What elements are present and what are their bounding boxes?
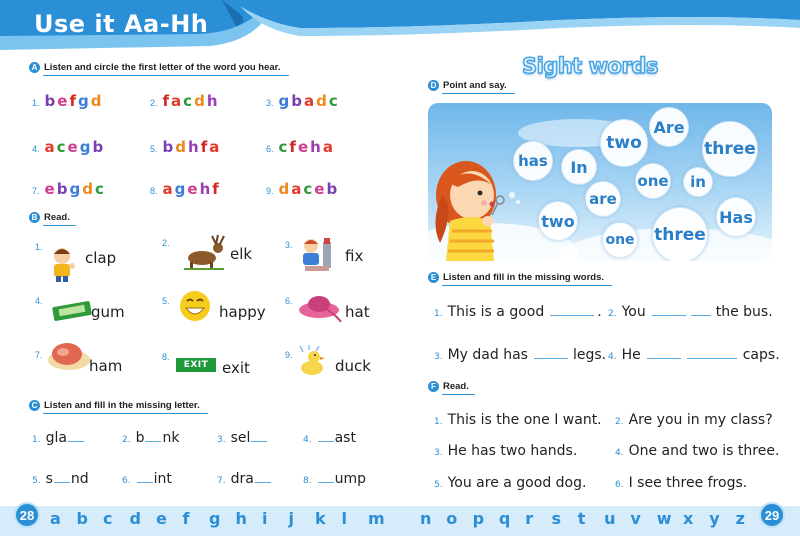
bubble-word: In — [561, 149, 597, 185]
letter-option[interactable]: f — [162, 92, 172, 110]
section-b-heading — [29, 212, 70, 223]
alphabet-letter: z — [735, 509, 745, 528]
elk-icon — [180, 234, 226, 275]
letter-option[interactable]: f — [289, 138, 298, 156]
letter-options — [163, 180, 221, 198]
question-number: 5. — [150, 144, 158, 154]
letter-option[interactable]: d — [194, 92, 207, 110]
alphabet-letter: x — [683, 509, 694, 528]
page-number-right: 29 — [759, 502, 785, 528]
question-number: 3. — [434, 448, 443, 458]
letter-option[interactable]: b — [92, 138, 106, 156]
letter-choice-row — [266, 180, 339, 198]
question-number: 1. — [35, 242, 43, 252]
answer-blank[interactable] — [68, 441, 84, 442]
letter-option[interactable]: c — [94, 180, 106, 198]
gum-icon — [49, 298, 95, 327]
question-number: 6. — [122, 476, 131, 486]
question-number: 4. — [35, 296, 43, 306]
question-number: 4. — [303, 435, 312, 445]
letter-option[interactable]: c — [183, 92, 195, 110]
letter-option[interactable]: b — [56, 180, 70, 198]
answer-blank[interactable] — [550, 315, 594, 316]
question-number: 1. — [32, 435, 41, 445]
letter-choice-row — [266, 138, 335, 156]
read-sentence — [615, 412, 773, 428]
sight-words-scene — [428, 103, 772, 261]
section-title: Listen and circle the first letter of the word you hear. — [44, 62, 281, 73]
bubble-word: Has — [716, 197, 756, 237]
alphabet-letter: n — [420, 509, 432, 528]
sight-words-title: Sight words — [522, 54, 658, 78]
question-number: 6. — [285, 296, 293, 306]
alphabet-letter: s — [551, 509, 562, 528]
letter-option[interactable]: e — [44, 180, 57, 198]
answer-blank[interactable] — [534, 358, 568, 359]
letter-options — [45, 180, 106, 198]
missing-letter-item — [303, 430, 356, 446]
answer-blank[interactable] — [54, 482, 70, 483]
word-part: sel — [230, 430, 251, 446]
word-part: ump — [334, 471, 366, 487]
exit-sign-icon: EXIT — [176, 358, 216, 372]
letter-option[interactable]: a — [171, 92, 184, 110]
section-badge: B — [29, 212, 40, 223]
answer-blank[interactable] — [691, 315, 711, 316]
question-number: 7. — [35, 350, 43, 360]
letter-option[interactable]: a — [291, 180, 304, 198]
letter-option[interactable]: c — [328, 92, 340, 110]
word-part: b — [135, 430, 145, 446]
answer-blank[interactable] — [652, 315, 686, 316]
question-number: 9. — [285, 350, 293, 360]
letter-option[interactable]: a — [162, 180, 175, 198]
alphabet-letter: t — [577, 509, 586, 528]
letter-option[interactable]: a — [304, 92, 317, 110]
fill-sentence: 2. You the bus. — [608, 304, 773, 320]
section-badge: E — [428, 272, 439, 283]
question-number: 2. — [150, 98, 158, 108]
letter-choice-row — [32, 92, 103, 110]
letter-option[interactable]: e — [67, 138, 80, 156]
question-number: 3. — [217, 435, 226, 445]
missing-letter-item — [32, 471, 89, 487]
question-number: 7. — [32, 186, 40, 196]
letter-option[interactable]: g — [77, 92, 91, 110]
question-number: 3. — [266, 98, 274, 108]
question-number: 7. — [217, 476, 226, 486]
alphabet-letter: k — [315, 509, 326, 528]
letter-options — [45, 92, 104, 110]
bubble-word: one — [602, 222, 638, 258]
letter-option[interactable]: c — [278, 138, 290, 156]
read-sentence — [434, 412, 602, 428]
letter-options — [279, 180, 340, 198]
question-number: 9. — [266, 186, 274, 196]
alphabet-letter: b — [76, 509, 88, 528]
alphabet-letter: r — [525, 509, 534, 528]
page-title: Use it Aa-Hh — [34, 10, 209, 38]
alphabet-letter: w — [656, 509, 672, 528]
read-word: clap — [85, 249, 117, 267]
sentence-text: This is the one I want. — [447, 412, 602, 428]
letter-option[interactable]: d — [175, 138, 189, 156]
read-word: happy — [219, 303, 266, 321]
letter-choice-row — [150, 138, 221, 156]
bubble-word: two — [600, 119, 648, 167]
letter-option[interactable]: e — [314, 180, 327, 198]
answer-blank[interactable] — [647, 358, 681, 359]
alphabet-letter: e — [156, 509, 167, 528]
header-banner — [0, 0, 800, 62]
page-number-left: 28 — [14, 502, 40, 528]
answer-blank[interactable] — [318, 441, 334, 442]
question-number: 8. — [162, 352, 170, 362]
alphabet-letter: j — [288, 509, 294, 528]
section-a-heading — [29, 62, 281, 73]
section-e-heading — [428, 272, 604, 283]
letter-option[interactable]: e — [57, 92, 70, 110]
read-sentence — [615, 443, 779, 459]
section-title: Read. — [44, 212, 70, 223]
alphabet-letter: h — [235, 509, 247, 528]
alphabet-letter: c — [103, 509, 113, 528]
answer-blank[interactable] — [255, 482, 271, 483]
question-number: 5. — [162, 296, 170, 306]
bubble-word: in — [683, 167, 713, 197]
alphabet-letter: i — [262, 509, 268, 528]
question-number: 8. — [303, 476, 312, 486]
sentence-text: I see three frogs. — [628, 475, 748, 491]
letter-option[interactable]: c — [56, 138, 68, 156]
letter-option[interactable]: g — [174, 180, 188, 198]
bubble-word: one — [635, 163, 671, 199]
question-number: 4. — [32, 144, 40, 154]
read-word: duck — [335, 357, 371, 375]
missing-letter-item — [217, 430, 268, 446]
alphabet-letter: y — [709, 509, 720, 528]
letter-option[interactable]: b — [162, 138, 176, 156]
section-badge: C — [29, 400, 40, 411]
letter-option[interactable]: d — [90, 92, 104, 110]
ham-icon — [45, 340, 91, 377]
letter-option[interactable]: b — [44, 92, 58, 110]
letter-option[interactable]: h — [199, 180, 213, 198]
read-sentence — [434, 443, 577, 459]
letter-option[interactable]: d — [82, 180, 95, 198]
boy-clapping-icon — [47, 246, 77, 287]
section-c-heading — [29, 400, 200, 411]
alphabet-letter: a — [50, 509, 61, 528]
section-title: Point and say. — [443, 80, 507, 91]
letter-choice-row — [266, 92, 340, 110]
letter-choice-row — [32, 180, 106, 198]
bubble-word: has — [513, 141, 553, 181]
letter-option[interactable]: e — [187, 180, 200, 198]
letter-option[interactable]: h — [188, 138, 201, 156]
letter-option[interactable]: f — [212, 180, 221, 198]
answer-blank[interactable] — [137, 482, 153, 483]
read-sentence — [434, 475, 586, 491]
section-title: Listen and fill in the missing words. — [443, 272, 604, 283]
question-number: 3. — [285, 240, 293, 250]
answer-blank[interactable] — [318, 482, 334, 483]
alphabet-letter: d — [129, 509, 141, 528]
alphabet-letter: l — [341, 509, 347, 528]
letter-option[interactable]: g — [278, 92, 292, 110]
word-part: nk — [162, 430, 180, 446]
section-badge: F — [428, 381, 439, 392]
question-number: 6. — [615, 480, 624, 490]
fill-sentence: 3. My dad has legs. — [434, 347, 607, 363]
missing-letter-item — [303, 471, 366, 487]
letter-options — [163, 138, 222, 156]
missing-letter-item — [122, 430, 179, 446]
word-part: nd — [70, 471, 89, 487]
letter-options — [279, 138, 335, 156]
answer-blank[interactable] — [687, 358, 737, 359]
section-title: Listen and fill in the missing letter. — [44, 400, 200, 411]
read-word: hat — [345, 303, 370, 321]
read-word: gum — [91, 303, 125, 321]
letter-option[interactable]: d — [316, 92, 329, 110]
hat-icon — [297, 292, 343, 327]
letter-option[interactable]: h — [310, 138, 323, 156]
alphabet-letter: f — [182, 509, 190, 528]
letter-option[interactable]: b — [326, 180, 340, 198]
answer-blank[interactable] — [251, 441, 267, 442]
question-number: 5. — [32, 476, 41, 486]
letter-option[interactable]: a — [209, 138, 222, 156]
read-sentence — [615, 475, 747, 491]
letter-option[interactable]: h — [206, 92, 220, 110]
question-number: 2. — [122, 435, 131, 445]
read-word: elk — [230, 245, 253, 263]
fill-sentence: 1. This is a good . — [434, 304, 602, 320]
alphabet-strip — [0, 506, 800, 536]
alphabet-letter: p — [472, 509, 485, 528]
read-word: exit — [222, 359, 250, 377]
question-number: 2. — [162, 238, 170, 248]
question-number: 4. — [615, 448, 624, 458]
question-number: 8. — [150, 186, 158, 196]
alphabet-letter: g — [209, 509, 221, 528]
question-number: 5. — [434, 480, 443, 490]
letter-options — [279, 92, 340, 110]
letter-choice-row — [150, 180, 221, 198]
letter-option[interactable]: f — [69, 92, 78, 110]
bubble-word: Are — [649, 107, 689, 147]
missing-letter-item — [122, 471, 172, 487]
word-part: dra — [230, 471, 254, 487]
sentence-text: Are you in my class? — [628, 412, 773, 428]
letter-option[interactable]: e — [297, 138, 311, 156]
letter-option[interactable]: f — [200, 138, 210, 156]
duck-icon — [297, 344, 327, 381]
letter-option[interactable]: g — [69, 180, 83, 198]
letter-choice-row — [150, 92, 220, 110]
question-number: 1. — [434, 417, 443, 427]
boy-fixing-icon — [297, 236, 337, 277]
section-title: Read. — [443, 381, 469, 392]
word-part: s — [45, 471, 53, 487]
question-number: 2. — [615, 417, 624, 427]
letter-option[interactable]: g — [79, 138, 93, 156]
alphabet-letter: m — [368, 509, 385, 528]
question-number: 1. — [32, 98, 40, 108]
section-f-heading — [428, 381, 469, 392]
letter-option[interactable]: c — [303, 180, 315, 198]
read-word: fix — [345, 247, 364, 265]
word-part: gla — [45, 430, 67, 446]
alphabet-letter: o — [446, 509, 458, 528]
word-part: int — [153, 471, 172, 487]
missing-letter-item — [217, 471, 272, 487]
letter-option[interactable]: b — [291, 92, 305, 110]
letter-option[interactable]: d — [278, 180, 292, 198]
letter-options — [45, 138, 106, 156]
section-badge: A — [29, 62, 40, 73]
read-word: ham — [89, 357, 123, 375]
sentence-text: You are a good dog. — [447, 475, 587, 491]
bubble-word: are — [585, 181, 621, 217]
letter-option[interactable]: a — [322, 138, 335, 156]
answer-blank[interactable] — [145, 441, 161, 442]
letter-option[interactable]: a — [44, 138, 57, 156]
letter-options — [163, 92, 220, 110]
happy-face-icon — [178, 290, 212, 327]
bubble-word: two — [538, 201, 578, 241]
sentence-text: He has two hands. — [447, 443, 578, 459]
missing-letter-item — [32, 430, 85, 446]
word-part: ast — [334, 430, 356, 446]
section-badge: D — [428, 80, 439, 91]
sentence-text: One and two is three. — [628, 443, 780, 459]
alphabet-letter: v — [630, 509, 641, 528]
fill-sentence: 4. He caps. — [608, 347, 780, 363]
bubble-word: three — [652, 207, 708, 261]
letter-choice-row — [32, 138, 105, 156]
bubble-word: three — [702, 121, 758, 177]
alphabet-letter: u — [604, 509, 616, 528]
section-d-heading — [428, 80, 507, 91]
alphabet-letter: q — [498, 509, 511, 528]
question-number: 6. — [266, 144, 274, 154]
